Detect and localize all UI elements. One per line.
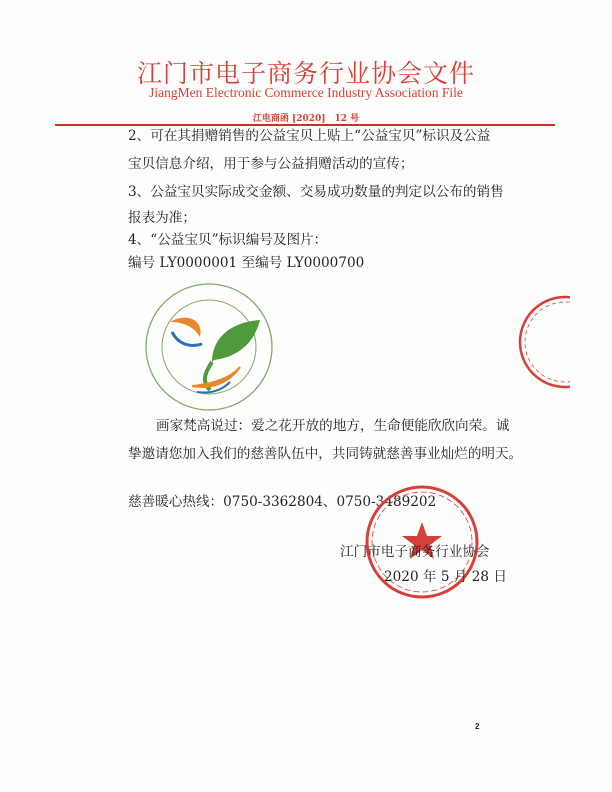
document-subtitle: JiangMen Electronic Commerce Industry Association File xyxy=(149,85,463,100)
page-number: 2 xyxy=(475,722,480,731)
document-number: 江电商函 [2020] 12 号 xyxy=(252,114,360,124)
document-title: 江门市电子商务行业协会文件 xyxy=(136,59,475,88)
signing-organization: 江门市电子商务行业协会 xyxy=(340,544,490,560)
closing-line: 挚邀请您加入我们的慈善队伍中，共同铸就慈善事业灿烂的明天。 xyxy=(128,446,523,462)
body-line: 2、可在其捐赠销售的公益宝贝上贴上“公益宝贝”标识及公益 xyxy=(128,128,491,144)
signing-date: 2020 年 5 月 28 日 xyxy=(384,569,507,585)
closing-line: 画家梵高说过：爱之花开放的地方，生命便能欣欣向荣。诚 xyxy=(156,418,510,434)
partial-seal xyxy=(510,292,570,392)
body-line: 4、“公益宝贝”标识编号及图片： xyxy=(128,232,328,248)
body-line: 宝贝信息介绍，用于参与公益捐赠活动的宣传； xyxy=(128,156,414,172)
body-line: 报表为准； xyxy=(128,210,196,226)
body-line: 3、公益宝贝实际成交金额、交易成功数量的判定以公布的销售 xyxy=(128,184,504,200)
body-line: 编号 LY0000001 至编号 LY0000700 xyxy=(128,255,365,271)
charity-logo xyxy=(142,282,277,412)
hotline: 慈善暖心热线：0750-3362804、0750-3489202 xyxy=(128,494,437,510)
